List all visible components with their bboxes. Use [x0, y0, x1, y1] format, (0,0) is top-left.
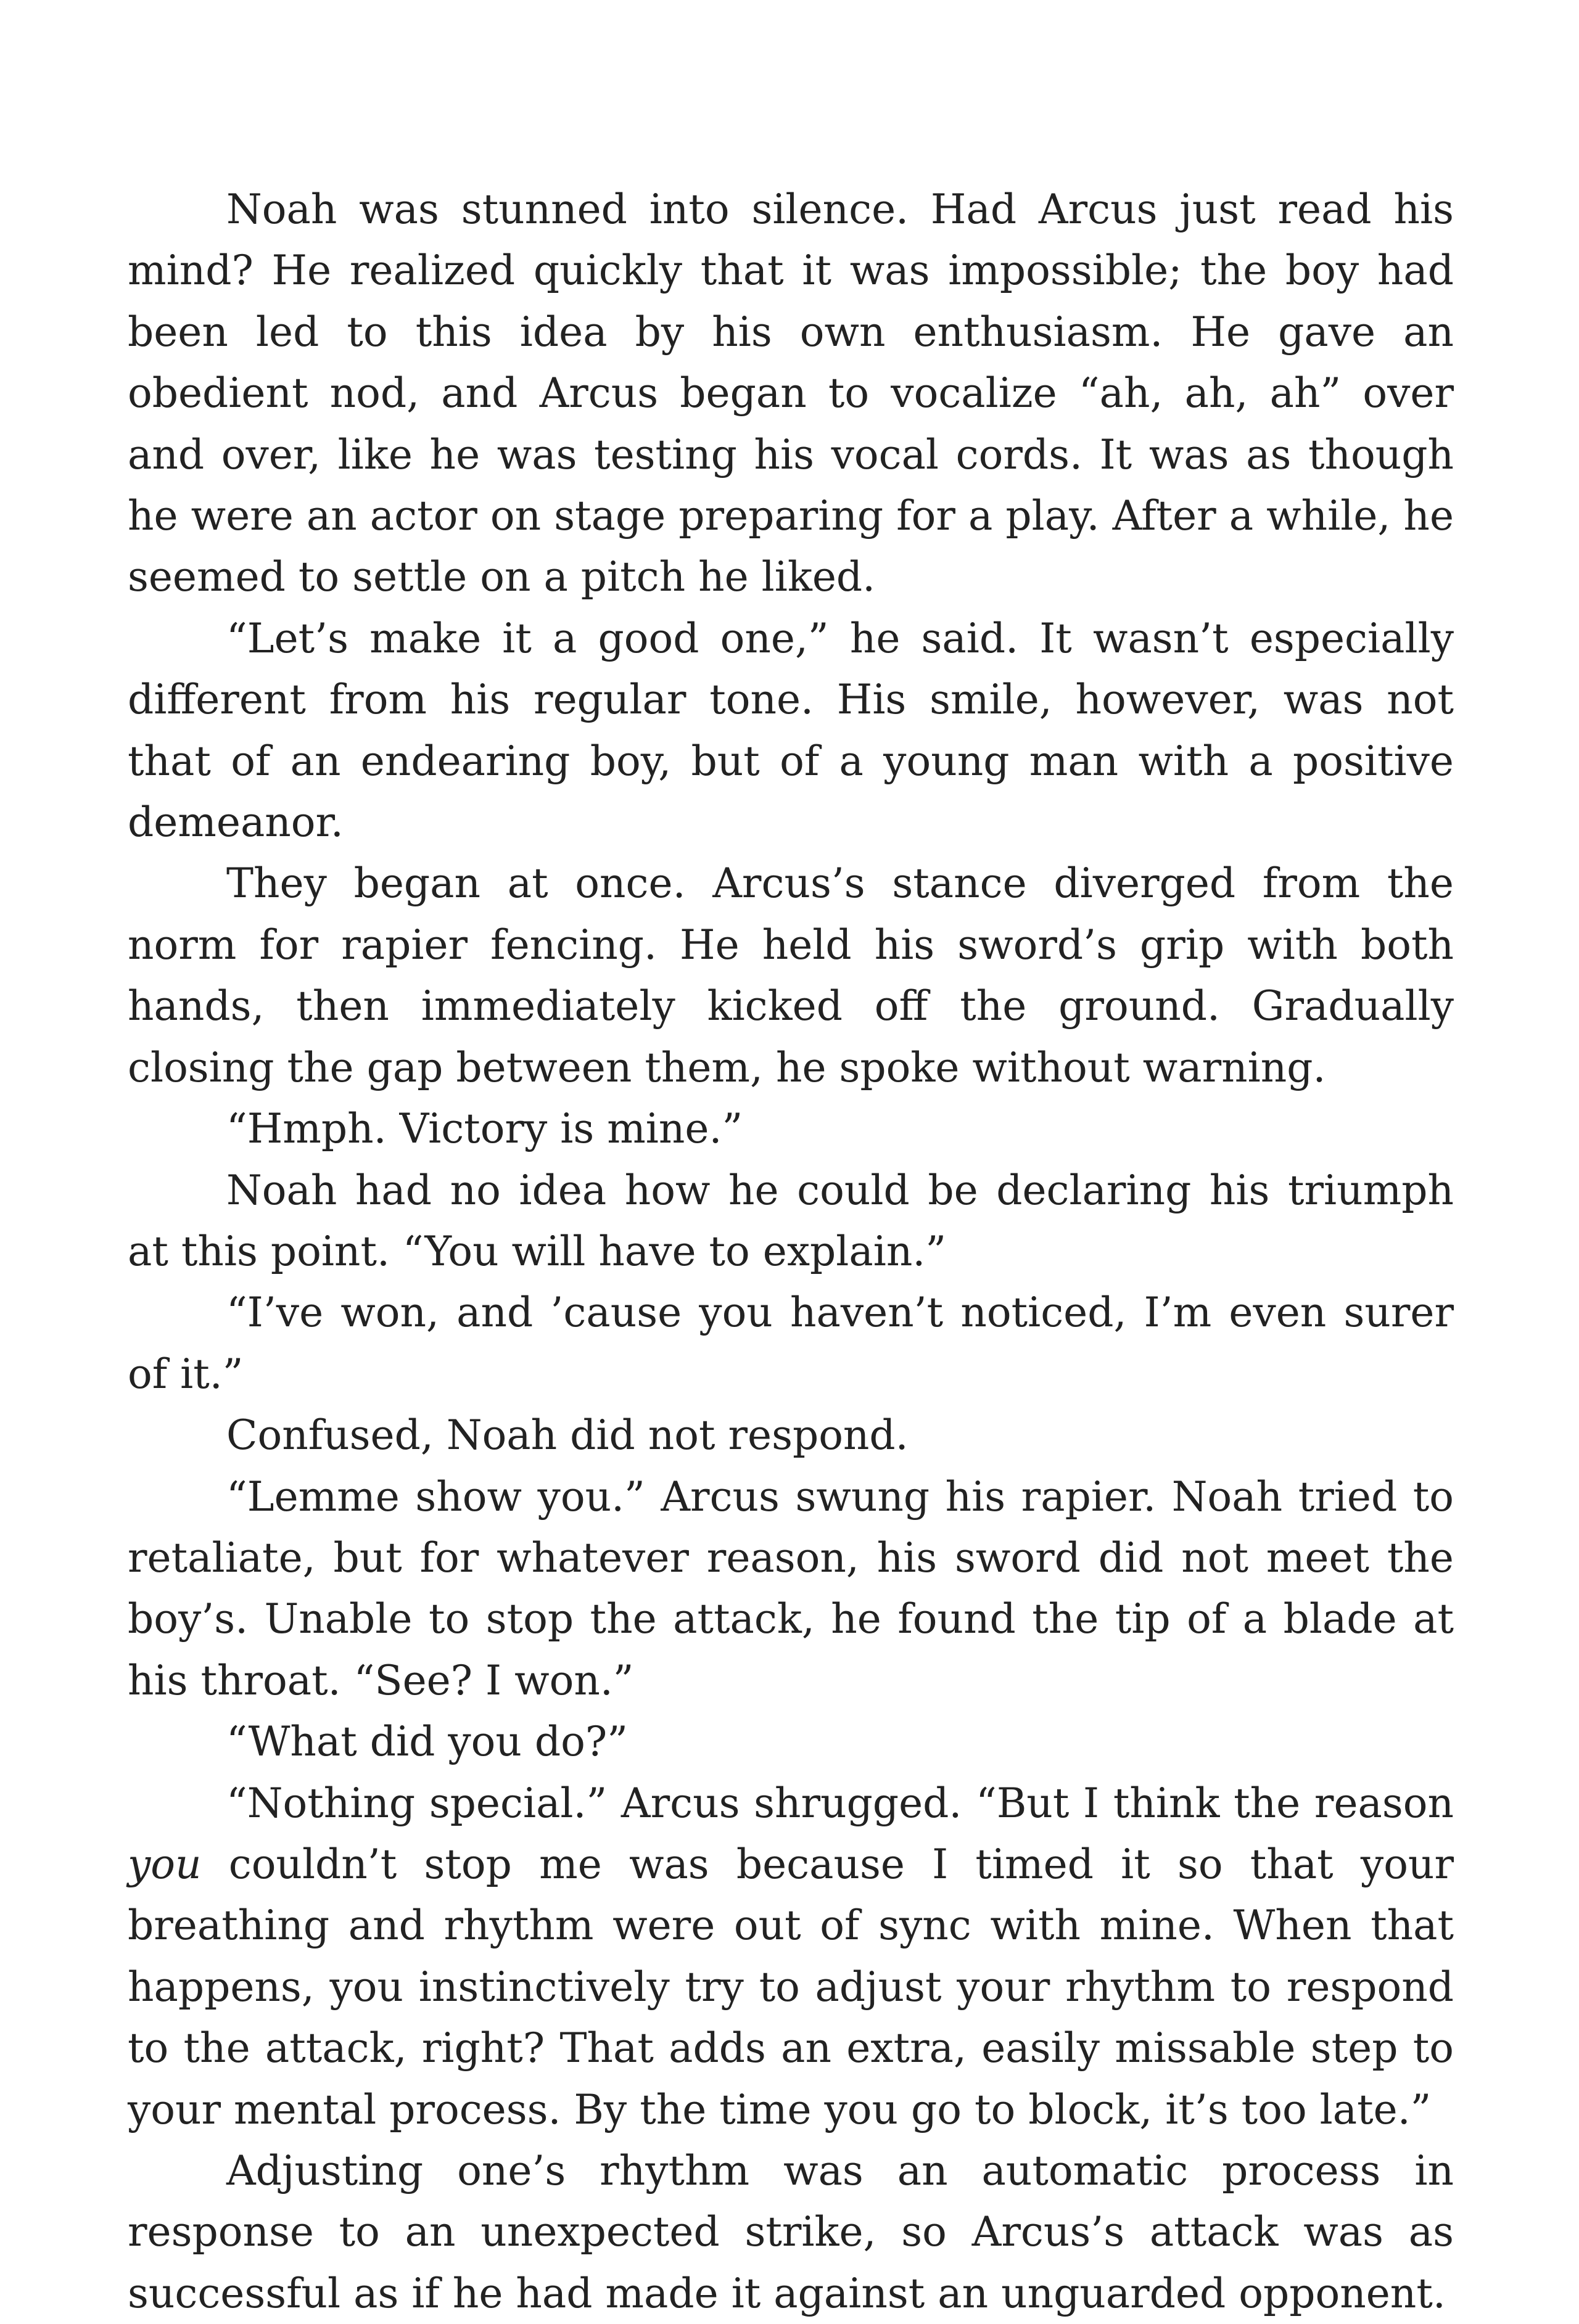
paragraph-text-after: couldn’t stop me was because I timed it so that your breathing and rhythm were out of sync with mine. When that happens, you instinctively try to adjust your rhythm to respond to the attack, right? That adds an extra, easily missable step to your mental process. By the time you go to block, it’s too late.” — [128, 1840, 1454, 2133]
paragraph: They began at once. Arcus’s stance diverged from the norm for rapier fencing. He held his sword’s grip with both hands, then immediately kicked off the ground. Gradually closing the gap between them, he spoke without warning. — [128, 860, 1454, 1091]
paragraph: Confused, Noah did not respond. — [226, 1411, 909, 1460]
emphasized-word: you — [128, 1840, 202, 1888]
paragraph: “Hmph. Victory is mine.” — [226, 1105, 743, 1153]
paragraph: Noah had no idea how he could be declaring his triumph at this point. “You will have to explain.” — [128, 1166, 1454, 1275]
paragraph: “I’ve won, and ’cause you haven’t noticed, I’m even surer of it.” — [128, 1289, 1454, 1398]
paragraph: Noah was stunned into silence. Had Arcus just read his mind? He realized quickly that it was impossible; the boy had been led to this idea by his own enthusiasm. He gave an obedient nod, and Arcus began to vocalize “ah, ah, ah” over and over, like he was testing his vocal cords. It was as though he were an actor on stage preparing for a play. After a while, he seemed to settle on a pitch he liked. — [128, 186, 1454, 601]
paragraph: “What did you do?” — [226, 1718, 628, 1766]
paragraph: “Let’s make it a good one,” he said. It wasn’t especially different from his regular tone. His smile, however, was not that of an endearing boy, but of a young man with a positive demeanor. — [128, 614, 1454, 847]
body-text — [128, 179, 1454, 2324]
paragraph-text-before: “Nothing special.” Arcus shrugged. “But I think the reason — [226, 1779, 1454, 1827]
paragraph — [128, 1773, 1454, 2140]
paragraph: “Lemme show you.” Arcus swung his rapier. Noah tried to retaliate, but for whatever reason, his sword did not meet the boy’s. Unable to stop the attack, he found the tip of a blade at his throat. “See? I won.” — [128, 1472, 1454, 1704]
paragraph: Adjusting one’s rhythm was an automatic process in response to an unexpected strike, so Arcus’s attack was as successful as if he had made it against an unguarded opponent. — [128, 2147, 1454, 2317]
